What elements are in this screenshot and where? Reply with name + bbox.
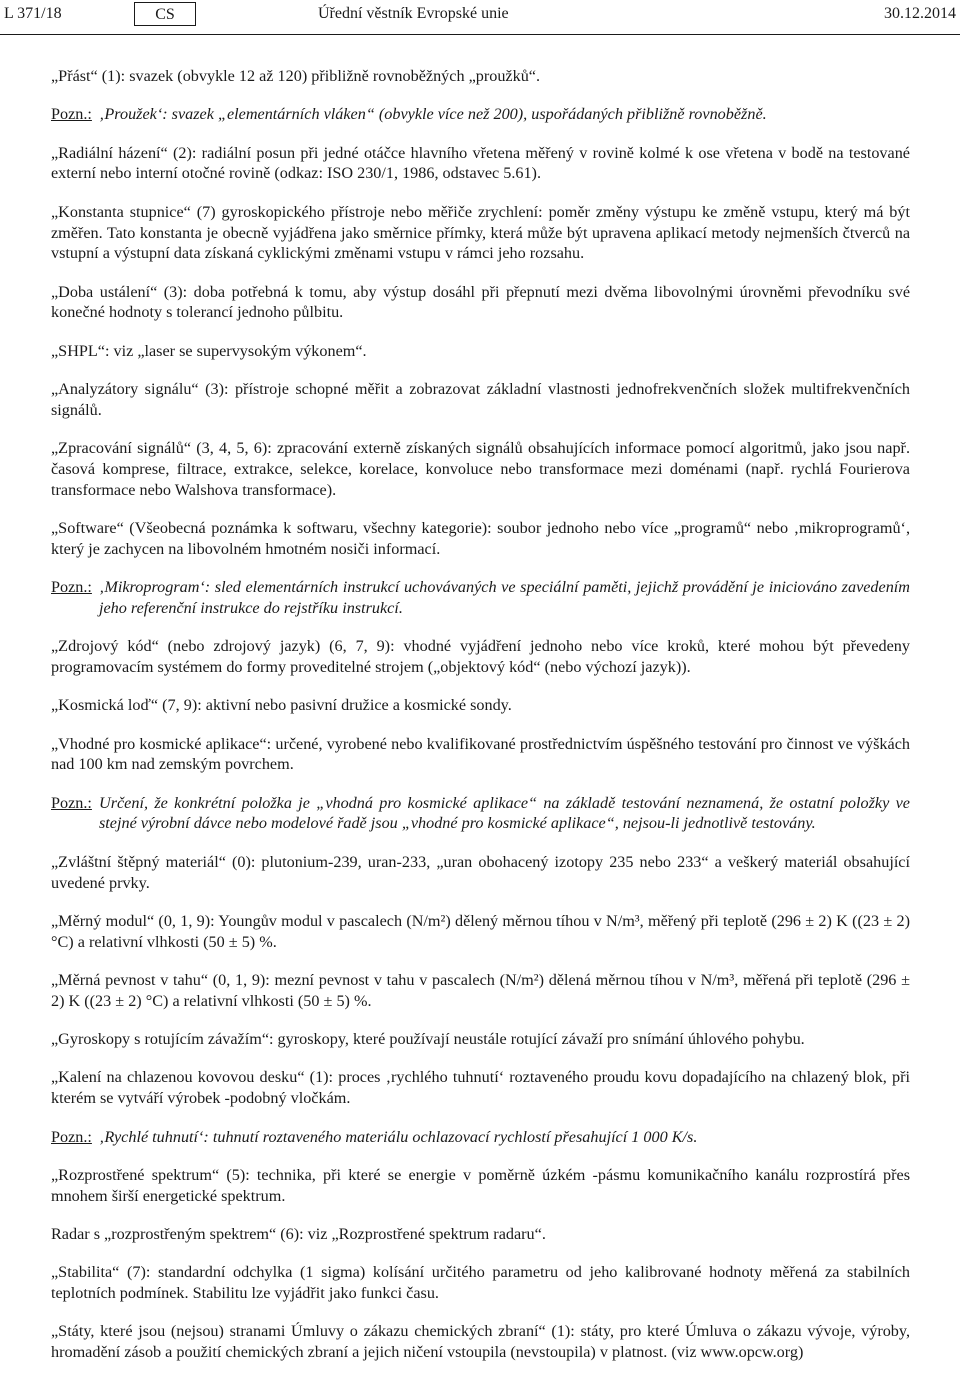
definition-paragraph: „Přást“ (1): svazek (obvykle 12 až 120) přibližně rovnoběžných „proužků“. [51,67,541,85]
note-label: Pozn.: [51,578,92,597]
note-block [51,1127,910,1148]
definition-paragraph: „Rozprostřené spektrum“ (5): technika, při které se energie v poměrně úzkém -pásmu komunikačního kanálu rozprostírá přes mnohem širší energetické spektrum. [51,1165,910,1205]
definition-paragraph: „Státy, které jsou (nejsou) stranami Úmluvy o zákazu chemických zbraní“ (1): státy, pro které Úmluva o zákazu vývoje, výroby, hromadění zásob a použití chemických zbraní a jejich ničení vstoupila (nevstoupila) v platnost. (viz www.opcw.org) [51,1322,910,1362]
definition-paragraph: „Doba ustálení“ (3): doba potřebná k tomu, aby výstup dosáhl při přepnutí mezi dvěma libovolnými úrovněmi převodníku své konečné hodnoty s tolerancí jednoho půlbitu. [51,282,910,322]
note-block [51,793,910,835]
definition-paragraph: „Kosmická loď“ (7, 9): aktivní nebo pasivní družice a kosmické sondy. [51,696,512,715]
definition-paragraph: Radar s „rozprostřeným spektrem“ (6): viz „Rozprostřené spektrum radaru“. [51,1224,546,1243]
definition-paragraph: „Software“ (Všeobecná poznámka k softwaru, všechny kategorie): soubor jednoho nebo více „programů“ nebo ‚mikroprogramů‘, který je zachycen na libovolném hmotném nosiči informací. [51,519,910,558]
definition-paragraph: „Zpracování signálů“ (3, 4, 5, 6): zpracování externě získaných signálů obsahujících informace pomocí algoritmů, jako jsou např. časová komprese, filtrace, extrakce, selekce, korelace, konvoluce nebo transformace mezi doménami (např. rychlá Fourierova transformace nebo Walshova transformace). [51,439,910,499]
note-text: ‚Mikroprogram‘: sled elementárních instrukcí uchovávaných ve speciální paměti, jejichž provádění je iniciováno zavedením jeho referenční instrukce do rejstříku instrukcí. [99,578,910,617]
language-badge: CS [134,2,196,26]
note-block [51,104,910,125]
definition-paragraph: „Vhodné pro kosmické aplikace“: určené, vyrobené nebo kvalifikované prostřednictvím úspěšného testování pro činnost ve výškách nad 100 km nad zemským povrchem. [51,734,910,774]
page-header [0,0,960,30]
note-label: Pozn.: [51,105,92,124]
definition-paragraph: „SHPL“: viz „laser se supervysokým výkonem“. [51,341,367,360]
note-block [51,577,910,619]
definition-paragraph: „Stabilita“ (7): standardní odchylka (1 sigma) kolísání určitého parametru od jeho kalibrované hodnoty měřená za stabilních teplotních podmínek. Stabilitu lze vyjádřit jako funkci času. [51,1263,910,1303]
publication-date: 30.12.2014 [884,5,956,22]
definition-paragraph: „Zvláštní štěpný materiál“ (0): plutonium-239, uran-233, „uran obohacený izotopy 235 nebo 233“ a veškerý materiál obsahující uvedené prvky. [51,852,910,892]
definition-paragraph: „Gyroskopy s rotujícím závažím“: gyroskopy, které používají neustále rotující závaží pro snímání úhlového pohybu. [51,1030,805,1049]
definition-paragraph: „Kalení na chlazenou kovovou desku“ (1): proces ‚rychlého tuhnutí‘ roztaveného proudu kovu dopadajícího na chlazený blok, při kterém se vytváří výrobek -podobný vločkám. [51,1068,910,1108]
document-body [51,66,910,1381]
page-reference: L 371/18 [4,5,62,22]
definition-paragraph: „Měrný modul“ (0, 1, 9): Youngův modul v pascalech (N/m²) dělený měrnou tíhou v N/m³, měřený při teplotě (296 ± 2) K ((23 ± 2) °C) a relativní vlhkosti (50 ± 5) %. [51,911,910,951]
definition-paragraph: „Konstanta stupnice“ (7) gyroskopického přístroje nebo měřiče zrychlení: poměr změny výstupu ke změně vstupu, který má být změřen. Tato konstanta je obecně vyjádřena jako směrnice přímky, která může být upravena aplikací metody nejmenších čtverců na vstupní a výstupní data získaná cyklickými změnami vstupu v rámci jeho rozsahu. [51,202,910,263]
definition-paragraph: „Měrná pevnost v tahu“ (0, 1, 9): mezní pevnost v tahu v pascalech (N/m²) dělená měrnou tíhou v N/m³, měřená při teplotě (296 ± 2) K ((23 ± 2) °C) a relativní vlhkosti (50 ± 5) %. [51,971,910,1010]
definition-paragraph: „Analyzátory signálu“ (3): přístroje schopné měřit a zobrazovat základní vlastnosti jednofrekvenčních složek multifrekvenčních signálů. [51,380,910,419]
note-text: ‚Rychlé tuhnutí‘: tuhnutí roztaveného materiálu ochlazovací rychlostí přesahující 1 000 K/s. [99,1127,698,1146]
journal-title: Úřední věstník Evropské unie [318,5,509,22]
note-label: Pozn.: [51,1127,92,1146]
header-rule [0,34,960,35]
definition-paragraph: „Radiální házení“ (2): radiální posun při jedné otáčce hlavního vřetena měřený v rovině kolmé k ose vřetena v bodě na testované externí nebo interní otočné rovině (odkaz: ISO 230/1, 1986, odstavec 5.61). [51,143,910,183]
note-label: Pozn.: [51,793,92,812]
definition-paragraph: „Zdrojový kód“ (nebo zdrojový jazyk) (6, 7, 9): vhodné vyjádření jednoho nebo více kroků, které mohou být převedeny programovacím systémem do formy proveditelné strojem („objektový kód“ (nebo výchozí jazyk)). [51,637,910,676]
note-text: Určení, že konkrétní položka je „vhodná pro kosmické aplikace“ na základě testování neznamená, že ostatní položky ve stejné výrobní dávce nebo modelové řadě jsou „vhodné pro kosmické aplikace“, nejsou-li jednotlivě testovány. [99,793,910,833]
note-text: ‚Proužek‘: svazek „elementárních vláken“ (obvykle více než 200), uspořádaných přibližně rovnoběžně. [99,105,767,124]
